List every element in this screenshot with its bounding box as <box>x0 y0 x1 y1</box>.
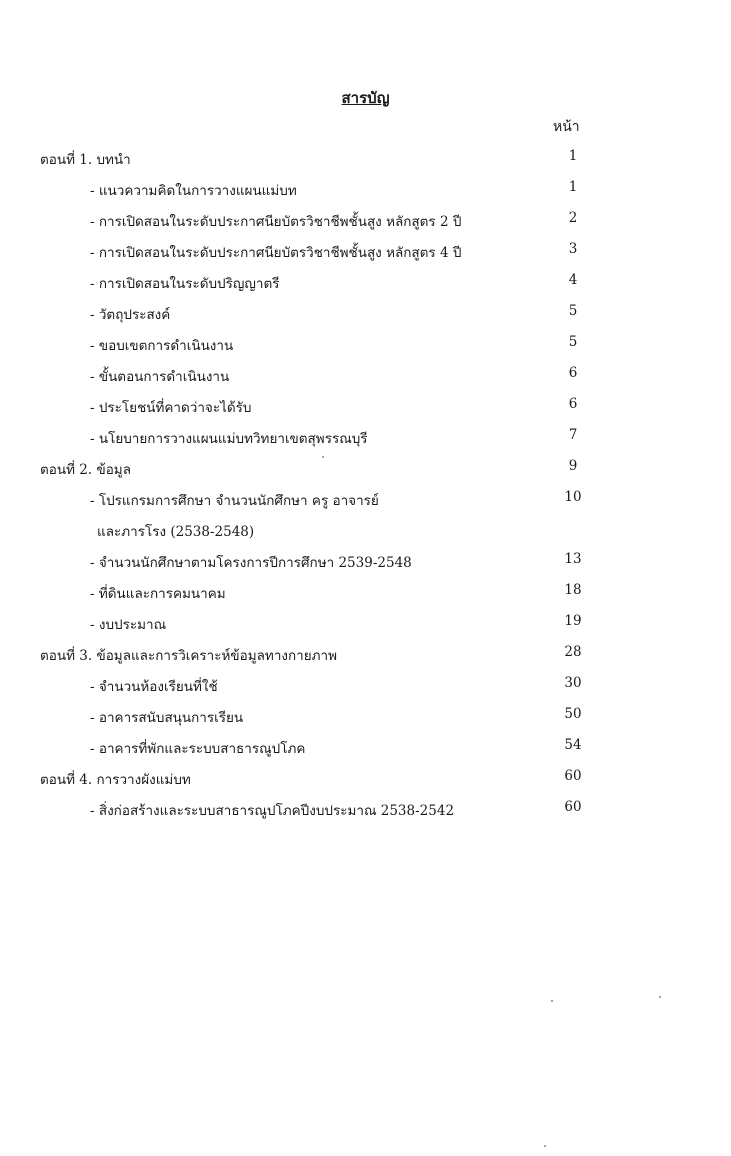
toc-label: - อาคารที่พักและระบบสาธารณูปโภค <box>90 741 306 757</box>
toc-row <box>0 706 731 728</box>
toc-row <box>0 489 731 511</box>
toc-page-number: 60 <box>564 799 582 815</box>
toc-row <box>0 334 731 356</box>
toc-label: ตอนที่ 1. บทนำ <box>40 152 131 168</box>
toc-row <box>0 210 731 232</box>
toc-row <box>0 148 731 170</box>
toc-row <box>0 458 731 480</box>
toc-page-number: 6 <box>568 365 578 381</box>
toc-page-number: 3 <box>568 241 578 257</box>
toc-label: - วัตถุประสงค์ <box>90 307 171 323</box>
toc-page-number: 4 <box>568 272 578 288</box>
toc-label: - ประโยชน์ที่คาดว่าจะได้รับ <box>90 400 252 416</box>
toc-page-number: 19 <box>564 613 582 629</box>
toc-label: - ที่ดินและการคมนาคม <box>90 586 226 602</box>
toc-row <box>0 272 731 294</box>
toc-label: - ขอบเขตการดำเนินงาน <box>90 338 234 354</box>
toc-page-number: 1 <box>568 148 578 164</box>
toc-row <box>0 737 731 759</box>
toc-label: - นโยบายการวางแผนแม่บทวิทยาเขตสุพรรณบุรี <box>90 431 368 447</box>
toc-page-number: 50 <box>564 706 582 722</box>
toc-page-number: 18 <box>564 582 582 598</box>
toc-label: - การเปิดสอนในระดับปริญญาตรี <box>90 276 280 292</box>
toc-row <box>0 365 731 387</box>
toc-page-number: 60 <box>564 768 582 784</box>
toc-label: - จำนวนห้องเรียนที่ใช้ <box>90 679 218 695</box>
toc-label: และภารโรง (2538-2548) <box>97 524 255 540</box>
scan-speck <box>551 1000 553 1002</box>
toc-label: - การเปิดสอนในระดับประกาศนียบัตรวิชาชีพชั้นสูง หลักสูตร 2 ปี <box>90 214 462 230</box>
toc-row <box>0 427 731 449</box>
toc-page-number: 7 <box>568 427 578 443</box>
toc-page-number: 54 <box>564 737 582 753</box>
toc-page-number: 30 <box>564 675 582 691</box>
toc-label: ตอนที่ 3. ข้อมูลและการวิเคราะห์ข้อมูลทางกายภาพ <box>40 648 338 664</box>
toc-row <box>0 675 731 697</box>
toc-label: - งบประมาณ <box>90 617 167 633</box>
toc-label: - สิ่งก่อสร้างและระบบสาธารณูปโภคปีงบประมาณ 2538-2542 <box>90 803 455 819</box>
toc-page-number: 2 <box>568 210 578 226</box>
toc-label: - การเปิดสอนในระดับประกาศนียบัตรวิชาชีพชั้นสูง หลักสูตร 4 ปี <box>90 245 462 261</box>
toc-page-number: 9 <box>568 458 578 474</box>
toc-row <box>0 768 731 790</box>
toc-row <box>0 644 731 666</box>
toc-label: ตอนที่ 4. การวางผังแม่บท <box>40 772 191 788</box>
scan-speck <box>659 996 661 998</box>
toc-page-number: 5 <box>568 303 578 319</box>
toc-row <box>0 179 731 201</box>
toc-page-number: 5 <box>568 334 578 350</box>
toc-page-number: 6 <box>568 396 578 412</box>
toc-row <box>0 582 731 604</box>
toc-row <box>0 799 731 821</box>
toc-row <box>0 520 731 542</box>
scan-speck <box>322 456 324 458</box>
toc-row <box>0 613 731 635</box>
toc-row <box>0 551 731 573</box>
toc-page-number: 13 <box>564 551 582 567</box>
toc-label: - โปรแกรมการศึกษา จำนวนนักศึกษา ครู อาจารย์ <box>90 493 379 509</box>
scan-speck <box>544 1145 546 1147</box>
toc-row <box>0 303 731 325</box>
toc-page-number: 28 <box>564 644 582 660</box>
toc-page-number: 10 <box>564 489 582 505</box>
toc-page-number: 1 <box>568 179 578 195</box>
toc-label: - จำนวนนักศึกษาตามโครงการปีการศึกษา 2539-2548 <box>90 555 412 571</box>
toc-label: ตอนที่ 2. ข้อมูล <box>40 462 131 478</box>
toc-label: - อาคารสนับสนุนการเรียน <box>90 710 244 726</box>
document-title: สารบัญ <box>341 89 390 107</box>
page-column-header: หน้า <box>553 119 580 135</box>
toc-row <box>0 241 731 263</box>
toc-label: - ขั้นตอนการดำเนินงาน <box>90 369 230 385</box>
toc-label: - แนวความคิดในการวางแผนแม่บท <box>90 183 297 199</box>
toc-row <box>0 396 731 418</box>
